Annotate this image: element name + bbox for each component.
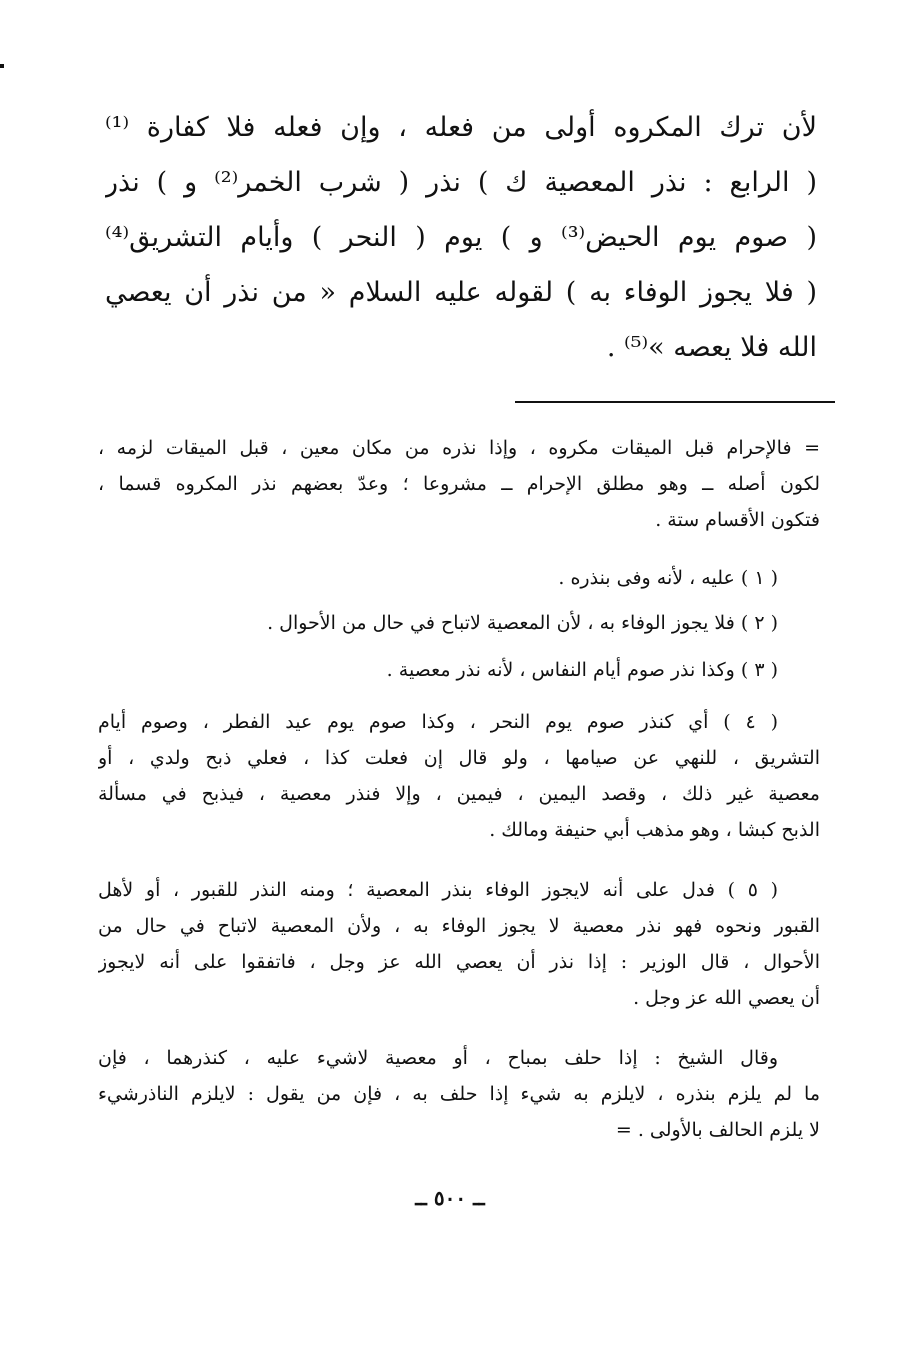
footnote-line: ( ١ ) عليه ، لأنه وفى بنذره . bbox=[558, 567, 778, 589]
footnote-4 bbox=[98, 704, 820, 848]
footnote-line: الأحوال ، قال الوزير : إذا نذر أن يعصي الله عز وجل ، فاتفقوا على أنه لايجوز bbox=[98, 951, 820, 973]
footnote-1 bbox=[98, 560, 820, 596]
footnote-line: معصية غير ذلك ، وقصد اليمين ، فيمين ، وإلا فنذر معصية ، فيذبح في مسألة bbox=[98, 783, 820, 805]
footnote-line: أن يعصي الله عز وجل . bbox=[633, 987, 820, 1009]
margin-mark bbox=[0, 64, 4, 68]
footnote-line: لا يلزم الحالف بالأولى . = bbox=[615, 1119, 820, 1141]
footnote-continuation bbox=[98, 430, 820, 538]
footnote-5 bbox=[98, 872, 820, 1016]
footnote-line: ( ٣ ) وكذا نذر صوم أيام النفاس ، لأنه نذر معصية . bbox=[386, 659, 778, 681]
footnote-line: = فالإحرام قبل الميقات مكروه ، وإذا نذره من مكان معين ، قبل الميقات لزمه ، bbox=[98, 437, 820, 459]
main-text-line: لأن ترك المكروه أولى من فعله ، وإن فعله فلا كفارة ⁽¹⁾ bbox=[105, 112, 817, 143]
footnote-line: الذبح كبشا ، وهو مذهب أبي حنيفة ومالك . bbox=[489, 819, 820, 841]
footnote-line: فتكون الأقسام ستة . bbox=[655, 509, 820, 531]
main-text-line: ( صوم يوم الحيض⁽³⁾ و ) يوم ( النحر ) وأيام التشريق⁽⁴⁾ bbox=[105, 222, 817, 253]
footnote-3 bbox=[98, 652, 820, 688]
footnote-line: ( ٢ ) فلا يجوز الوفاء به ، لأن المعصية لاتباح في حال من الأحوال . bbox=[267, 612, 778, 634]
main-text-line: الله فلا يعصه »⁽⁵⁾ . bbox=[606, 332, 817, 363]
footnote-line: وقال الشيخ : إذا حلف بمباح ، أو معصية لاشيء عليه ، كنذرهما ، فإن bbox=[98, 1047, 778, 1069]
footnote-line: ( ٤ ) أي كنذر صوم يوم النحر ، وكذا صوم يوم عيد الفطر ، وصوم أيام bbox=[98, 711, 778, 733]
footnote-separator bbox=[515, 401, 835, 403]
footnote-line: القبور ونحوه فهو نذر معصية لا يجوز الوفاء به ، ولأن المعصية لاتباح في حال من bbox=[98, 915, 820, 937]
main-text-line: ( فلا يجوز الوفاء به ) لقوله عليه السلام « من نذر أن يعصي bbox=[105, 277, 817, 308]
main-text-line: ( الرابع : نذر المعصية ك ) نذر ( شرب الخمر⁽²⁾ و ) نذر bbox=[105, 167, 817, 198]
footnote-line: لكون أصله ــ وهو مطلق الإحرام ــ مشروعا ؛ وعدّ بعضهم نذر المكروه قسما ، bbox=[98, 473, 820, 495]
page-number: ــ ٥٠٠ ــ bbox=[415, 1186, 485, 1210]
footnote-line: ( ٥ ) فدل على أنه لايجوز الوفاء بنذر المعصية ؛ ومنه النذر للقبور ، أو لأهل bbox=[98, 879, 778, 901]
shaykh-quote bbox=[98, 1040, 820, 1148]
main-text bbox=[105, 100, 817, 375]
footnote-line: ما لم يلزم بنذره ، لايلزم به شيء إذا حلف به ، فإن من يقول : لايلزم الناذرشيء bbox=[98, 1083, 820, 1105]
footnote-line: التشريق ، للنهي عن صيامها ، ولو قال إن فعلت كذا ، فعلي ذبح ولدي ، أو bbox=[98, 747, 820, 769]
footnote-2 bbox=[98, 605, 820, 641]
